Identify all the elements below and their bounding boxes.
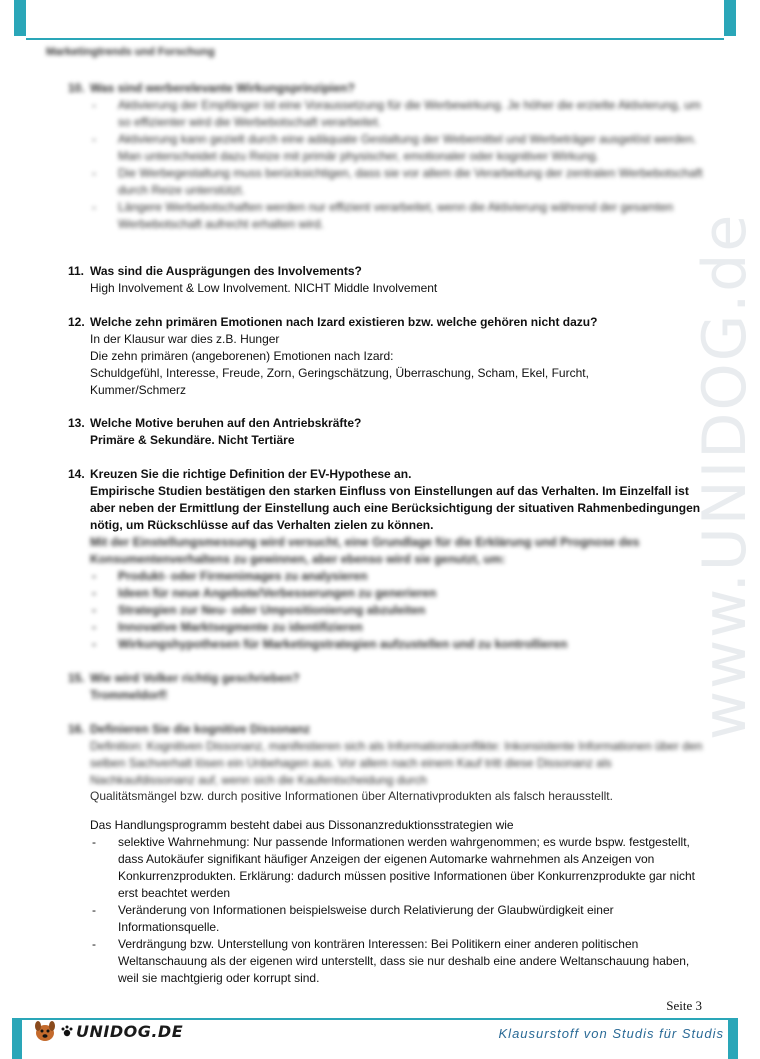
question-number: 10.	[68, 81, 85, 95]
question-12	[70, 314, 710, 399]
watermark: www.UNIDOG.de	[690, 212, 760, 740]
question-11	[70, 263, 710, 297]
list-item: - Wirkungshypothesen für Marketingstrategien aufzustellen und zu kontrollieren	[70, 636, 710, 653]
list-item: - Ideen für neue Angebote/Verbesserungen zu generieren	[70, 585, 710, 602]
question-title: Kreuzen Sie die richtige Definition der EV-Hypothese an.	[90, 467, 412, 481]
header-rule	[26, 38, 724, 40]
logo-text: UNIDOG.DE	[76, 1021, 184, 1041]
paw-icon	[60, 1024, 74, 1038]
answer-intro: Das Handlungsprogramm besteht dabei aus Dissonanzreduktionsstrategien wie	[90, 818, 514, 832]
question-title: Welche Motive beruhen auf den Antriebskräfte?	[90, 416, 362, 430]
list-item: - Verdrängung bzw. Unterstellung von konträren Interessen: Bei Politikern einer anderen politischen Weltanschauung als der eigenen wird unterstellt, dass sie nur deshalb eine andere Weltanschauung haben, weil sie machtgierig oder korrupt sind.	[70, 936, 710, 987]
question-13	[70, 415, 710, 449]
question-16	[70, 721, 710, 987]
footer-slogan: Klausurstoff von Studis für Studis	[498, 1026, 724, 1041]
dog-mascot-icon	[32, 1018, 58, 1044]
strategy-list	[70, 834, 710, 987]
answer-line: Die zehn primären (angeborenen) Emotionen nach Izard:	[90, 349, 394, 363]
list-item: - Die Werbegestaltung muss berücksichtigen, dass sie vor allem die Verarbeitung der zentralen Werbebotschaft durch Reize unterstützt.	[70, 165, 710, 199]
list-item: - selektive Wahrnehmung: Nur passende Informationen werden wahrgenommen; es wurde bspw. festgestellt, dass Autokäufer signifikant häufiger Anzeigen der eigenen Automarke wahrnehmen als Anzeigen von Konkurrenzprodukten. Erklärung: dadurch müssen positive Informationen über Konkurrenzprodukte gar nicht erst beachtet werden	[70, 834, 710, 902]
question-title: Welche zehn primären Emotionen nach Izard existieren bzw. welche gehören nicht dazu?	[90, 315, 598, 329]
blurred-list	[70, 568, 710, 653]
blurred-paragraph: Definition: Kognitiven Dissonanz, manifestieren sich als Informationskonflikte: Inkonsistente Informationen über den selben Sachverhalt lösen ein Unbehagen aus. Vor allem nach einem Kauf tritt diese Dissonanz als Nachkaufdissonanz auf, wenn sich die Kaufentscheidung durch	[90, 739, 703, 787]
list-item: - Strategien zur Neu- oder Umpositionierung abzuleiten	[70, 602, 710, 619]
list-item: - Aktivierung der Empfänger ist eine Voraussetzung für die Werbewirkung. Je höher die erzielte Aktivierung, um so effizienter wird die Werbebotschaft verarbeitet.	[70, 97, 710, 131]
question-title: Definieren Sie die kognitive Dissonanz	[90, 722, 311, 736]
question-number: 16.	[68, 722, 85, 736]
blurred-paragraph: Mit der Einstellungsmessung wird versucht, eine Grundlage für die Erklärung und Prognose des Konsumentenverhaltens zu gewinnen, aber ebenso wird sie genutzt, um:	[90, 535, 640, 566]
footer-right-accent-bar	[728, 1018, 738, 1059]
question-15	[70, 670, 710, 704]
answer-text: Empirische Studien bestätigen den starken Einfluss von Einstellungen auf das Verhalten. Im Einzelfall ist aber neben der Ermittlung der Einstellung auch eine Berücksichtigung der situativen Rahmenbedingungen nötig, um Rückschlüsse auf das Verhalten zielen zu können.	[90, 484, 701, 532]
answer-list	[70, 97, 710, 233]
question-title: Was sind werberelevante Wirkungsprinzipien?	[90, 81, 355, 95]
list-item: - Innovative Marktsegmente zu identifizieren	[70, 619, 710, 636]
answer-line: Kummer/Schmerz	[90, 383, 187, 397]
answer-text: Primäre & Sekundäre. Nicht Tertiäre	[90, 433, 295, 447]
question-number: 12.	[68, 315, 85, 329]
section-title: Marketingtrends und Forschung	[46, 46, 215, 58]
footer-left-accent-bar	[12, 1018, 22, 1059]
list-item: - Veränderung von Informationen beispielsweise durch Relativierung der Glaubwürdigkeit einer Informationsquelle.	[70, 902, 710, 936]
question-number: 14.	[68, 467, 85, 481]
answer-line: Schuldgefühl, Interesse, Freude, Zorn, Geringschätzung, Überraschung, Scham, Ekel, Furcht,	[90, 366, 589, 380]
answer-text: Trommeldorf!	[90, 688, 168, 702]
partial-line: Qualitätsmängel bzw. durch positive Informationen über Alternativprodukten als falsch herausstellt.	[90, 789, 613, 803]
top-right-accent-bar	[724, 0, 736, 36]
list-item: - Aktivierung kann gezielt durch eine adäquate Gestaltung der Webemittel und Werbeträger ausgelöst werden. Man unterscheidet dazu Reize mit primär physischer, emotionaler oder kognitiver Wirkung.	[70, 131, 710, 165]
question-10	[70, 80, 710, 233]
question-number: 15.	[68, 671, 85, 685]
question-14	[70, 466, 710, 653]
answer-line: In der Klausur war dies z.B. Hunger	[90, 332, 280, 346]
list-item: - Längere Werbebotschaften werden nur effizient verarbeitet, wenn die Aktivierung während der gesamten Werbebotschaft aufrecht erhalten wird.	[70, 199, 710, 233]
top-left-accent-bar	[14, 0, 26, 36]
question-title: Was sind die Ausprägungen des Involvements?	[90, 264, 362, 278]
blurred-section	[70, 721, 710, 789]
question-number: 13.	[68, 416, 85, 430]
unidog-logo	[32, 1018, 183, 1044]
page-number: Seite 3	[666, 998, 702, 1013]
list-item: - Produkt- oder Firmenimages zu analysieren	[70, 568, 710, 585]
question-title: Wie wird Volker richtig geschrieben?	[90, 671, 300, 685]
answer-text: High Involvement & Low Involvement. NICHT Middle Involvement	[90, 281, 438, 295]
question-number: 11.	[68, 264, 85, 278]
